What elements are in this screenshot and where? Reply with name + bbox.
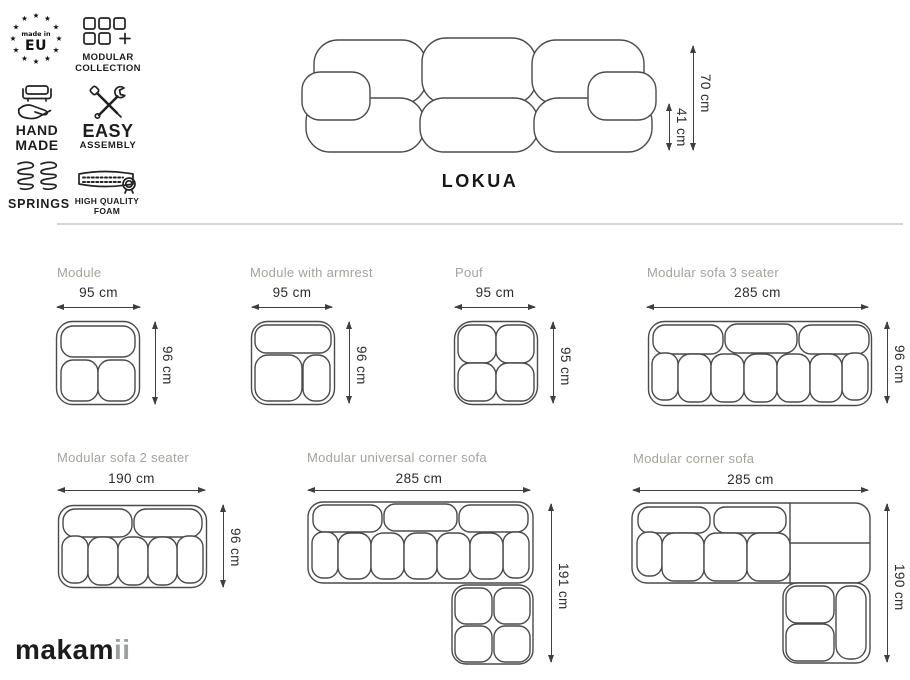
config-title-pouf: Pouf [455,265,483,280]
config-title-universal-corner: Modular universal corner sofa [307,450,487,465]
config-title-2-seater: Modular sofa 2 seater [57,450,190,465]
svg-text:★: ★ [44,54,51,63]
config-title-module-armrest: Module with armrest [250,265,373,280]
seat-height-arrow [669,104,670,150]
svg-text:★: ★ [52,22,60,32]
brand-logo-main: makam [15,634,115,665]
svg-text:★: ★ [12,22,20,32]
sofa2-depth-label: 96 cm [228,528,243,567]
brand-logo-accent: ii [114,634,131,665]
made-in-eu-stars-icon [8,10,64,66]
svg-text:★: ★ [21,14,28,23]
pouf-width-arrow [455,307,535,308]
modular-collection-label-line1: MODULAR [82,52,134,63]
hand-made-label-line2: MADE [15,136,59,153]
sofa3-width-label: 285 cm [734,285,781,300]
springs-label: SPRINGS [8,197,70,211]
seat-height-label: 41 cm [674,108,689,147]
badge-easy-assembly [76,84,140,151]
svg-text:★: ★ [9,34,17,43]
badge-springs [8,160,70,211]
svg-text:★: ★ [32,11,40,20]
badge-hand-made [10,84,64,152]
sofa3-top-view-drawing [647,320,873,407]
corner-depth-label: 190 cm [892,564,907,611]
pouf-width-label: 95 cm [475,285,515,300]
svg-text:★: ★ [44,14,51,23]
config-title-module: Module [57,265,102,280]
module-armrest-depth-arrow [349,322,350,403]
svg-text:★: ★ [21,54,28,63]
corner-width-label: 285 cm [727,472,774,487]
high-quality-foam-label-line1: HIGH QUALITY [74,196,140,206]
corner-top-view-drawing [630,502,872,665]
config-title-corner: Modular corner sofa [633,451,755,466]
total-height-arrow [693,46,694,150]
module-armrest-top-view-drawing [250,320,336,406]
modular-grid-icon [82,16,134,50]
springs-icon [15,160,59,194]
sofa3-depth-arrow [887,322,888,403]
high-quality-foam-label-line2: FOAM [93,205,121,216]
easy-assembly-label-line2: ASSEMBLY [79,140,137,151]
sofa2-width-arrow [58,490,205,491]
crossed-tools-icon [88,84,128,120]
sofa2-depth-arrow [223,505,224,587]
section-divider [57,223,903,225]
corner-depth-arrow [887,504,888,662]
config-title-3-seater: Modular sofa 3 seater [647,265,780,280]
ucorner-depth-arrow [551,504,552,662]
pouf-depth-label: 95 cm [558,347,573,386]
sofa2-top-view-drawing [57,504,208,589]
ucorner-top-view-drawing [306,501,536,665]
corner-width-arrow [633,490,868,491]
sofa2-width-label: 190 cm [108,471,155,486]
eu-label: EU [25,38,47,54]
module-top-view-drawing [55,320,141,406]
modular-collection-label-line2: COLLECTION [75,62,141,74]
ucorner-width-arrow [308,490,530,491]
hand-made-label-line1: HAND [15,122,59,138]
sofa3-width-arrow [647,307,868,308]
hand-holding-sofa-icon [15,84,59,120]
module-armrest-width-arrow [252,307,332,308]
module-armrest-depth-label: 96 cm [354,346,369,385]
module-width-label: 95 cm [79,285,118,300]
module-depth-arrow [155,322,156,404]
total-height-label: 70 cm [698,74,713,113]
badge-made-in-eu [7,10,65,66]
svg-text:★: ★ [52,45,60,55]
badge-modular-collection [74,16,142,75]
module-armrest-width-label: 95 cm [272,285,312,300]
module-width-arrow [57,307,140,308]
badge-high-quality-foam [70,166,144,217]
pouf-top-view-drawing [453,320,539,406]
module-depth-label: 96 cm [160,346,175,385]
foam-mattress-quality-icon [75,166,139,194]
product-title: LOKUA [441,171,519,191]
pouf-depth-arrow [553,322,554,403]
svg-text:★: ★ [32,57,40,66]
ucorner-depth-label: 191 cm [556,563,571,610]
easy-assembly-label-line1: EASY [82,121,134,141]
made-in-label: made in [21,30,51,38]
svg-text:★: ★ [12,45,20,55]
sofa3-depth-label: 96 cm [892,345,907,384]
ucorner-width-label: 285 cm [395,471,443,486]
lokua-sofa-front-view-drawing [298,34,660,156]
brand-logo [15,634,131,666]
svg-text:★: ★ [55,34,63,43]
